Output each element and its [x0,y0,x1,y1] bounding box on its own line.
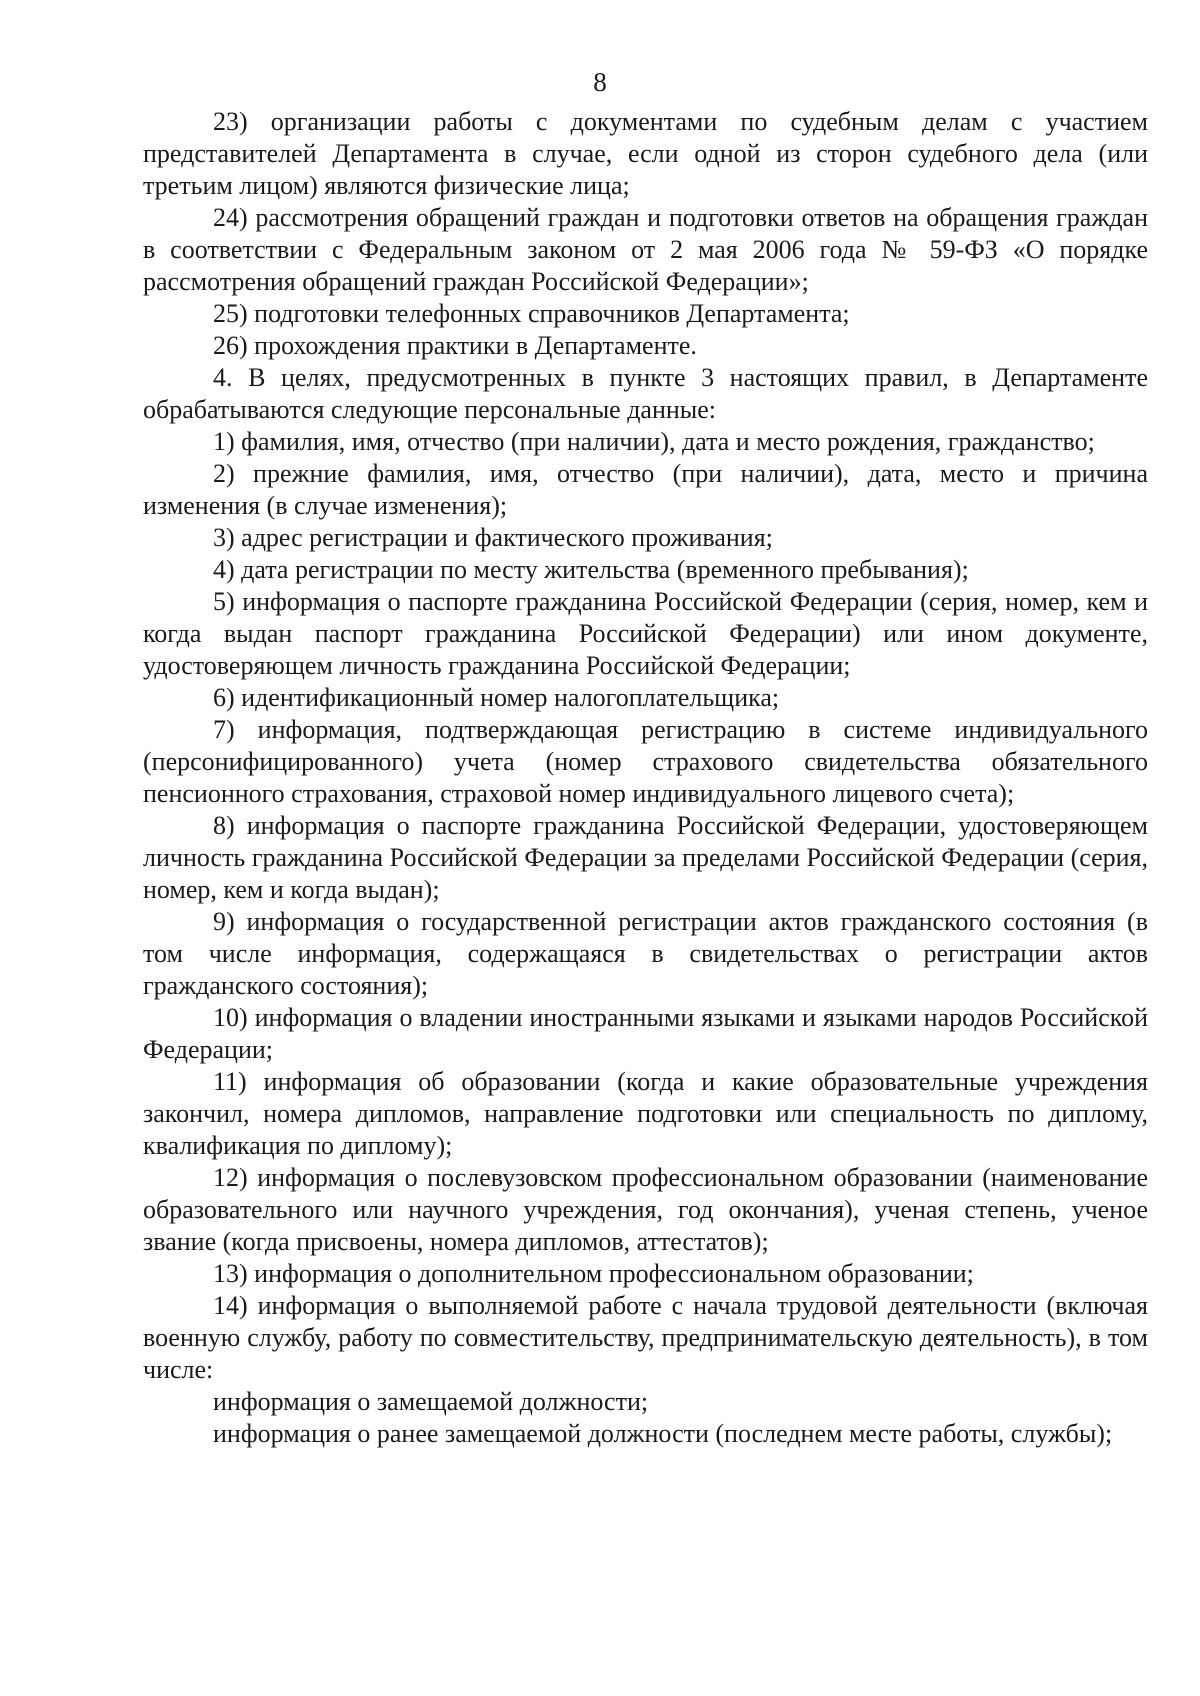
paragraph-item-8: 8) информация о паспорте гражданина Российской Федерации, удостоверяющем личность гражданина Российской Федерации за пределами Российской Федерации (серия, номер, кем и когда выдан); [143,811,1148,904]
paragraph-item-26: 26) прохождения практики в Департаменте. [213,331,697,360]
paragraph-subitem: информация о замещаемой должности; [213,1387,649,1416]
paragraph-item-23: 23) организации работы с документами по судебным делам с участием представителей Департамента в случае, если одной из сторон судебного дела (или третьим лицом) являются физические лица; [143,107,1148,200]
paragraph-item-24: 24) рассмотрения обращений граждан и подготовки ответов на обращения граждан в соответствии с Федеральным законом от 2 мая 2006 года № 59-ФЗ «О порядке рассмотрения обращений граждан Российской Федерации»; [143,203,1148,296]
paragraph-item-3: 3) адрес регистрации и фактического проживания; [213,523,773,552]
paragraph-item-4: 4) дата регистрации по месту жительства (временного пребывания); [213,555,969,584]
paragraph-item-5: 5) информация о паспорте гражданина Российской Федерации (серия, номер, кем и когда выдан паспорт гражданина Российской Федерации) или ином документе, удостоверяющем личность гражданина Российской Федерации; [143,587,1148,680]
paragraph-item-13: 13) информация о дополнительном профессиональном образовании; [213,1259,974,1288]
paragraph-item-10: 10) информация о владении иностранными языками и языками народов Российской Федерации; [143,1003,1148,1064]
paragraph-subitem: информация о ранее замещаемой должности (последнем месте работы, службы); [213,1419,1113,1448]
paragraph-section-4: 4. В целях, предусмотренных в пункте 3 настоящих правил, в Департаменте обрабатываются следующие персональные данные: [143,363,1148,424]
paragraph-item-14: 14) информация о выполняемой работе с начала трудовой деятельности (включая военную службу, работу по совместительству, предпринимательскую деятельность), в том числе: [143,1291,1148,1384]
paragraph-item-6: 6) идентификационный номер налогоплательщика; [213,683,780,712]
paragraph-item-11: 11) информация об образовании (когда и какие образовательные учреждения закончил, номера дипломов, направление подготовки или специальность по диплому, квалификация по диплому); [143,1067,1148,1160]
paragraph-item-9: 9) информация о государственной регистрации актов гражданского состояния (в том числе информация, содержащаяся в свидетельствах о регистрации актов гражданского состояния); [143,907,1148,1000]
page-number: 8 [593,67,607,97]
paragraph-item-7: 7) информация, подтверждающая регистрацию в системе индивидуального (персонифицированного) учета (номер страхового свидетельства обязательного пенсионного страхования, страховой номер индивидуального лицевого счета); [143,715,1148,808]
paragraph-item-25: 25) подготовки телефонных справочников Департамента; [213,299,850,328]
paragraph-item-2: 2) прежние фамилия, имя, отчество (при наличии), дата, место и причина изменения (в случае изменения); [143,459,1148,520]
paragraph-item-1: 1) фамилия, имя, отчество (при наличии), дата и место рождения, гражданство; [213,427,1095,456]
paragraph-item-12: 12) информация о послевузовском профессиональном образовании (наименование образовательного или научного учреждения, год окончания), ученая степень, ученое звание (когда присвоены, номера дипломов, аттестатов); [143,1163,1148,1256]
document-body [143,106,1148,1450]
